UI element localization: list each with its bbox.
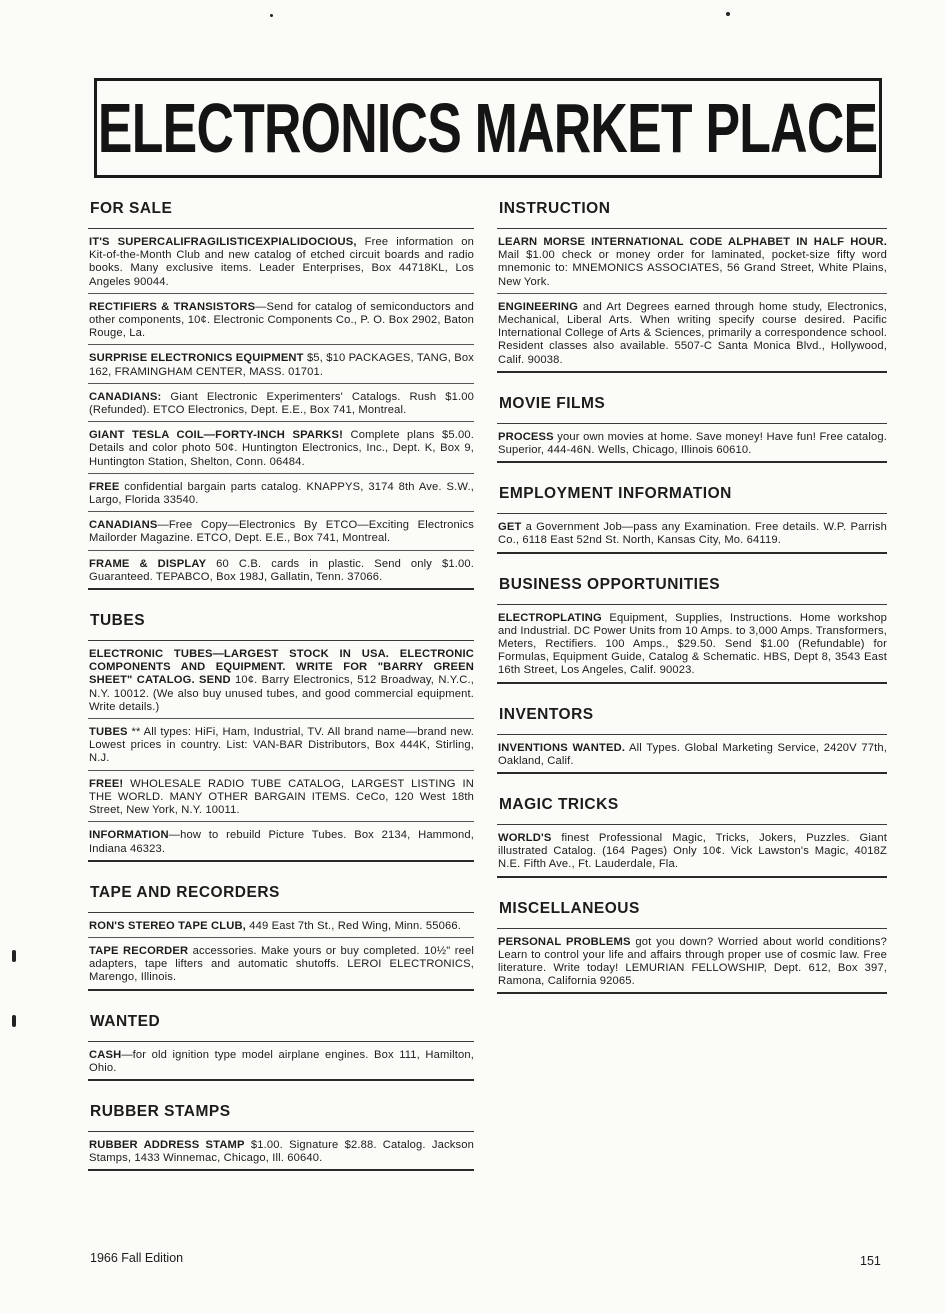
ad-lead: CASH [89,1048,122,1061]
classified-ad [88,551,474,590]
classified-ad [497,735,887,774]
ad-lead: ENGINEERING [498,300,578,313]
section-movie-films [497,391,887,463]
section-magic-tricks [497,792,887,878]
ad-body: a Government Job—pass any Examination. Free details. W.P. Parrish Co., 6118 East 52nd St. North, Kansas City, Mo. 64119. [498,521,887,547]
ad-body: accessories. Make yours or buy completed. 10½" reel adapters, tape lifters and automatic shutoffs. LEROI ELECTRONICS, Marengo, Illinois. [89,944,474,984]
ad-body: —how to rebuild Picture Tubes. Box 2134, Hammond, Indiana 46323. [89,829,474,855]
section-heading: MISCELLANEOUS [497,896,887,929]
section-employment-information [497,481,887,553]
section-gap [88,862,474,880]
ad-body: Complete plans $5.00. Details and color photo 50¢. Huntington Electronics, Inc., Dept. K, Box 9, Huntington Station, Shelton, Conn. 06484. [89,429,474,468]
classified-ad [497,929,887,995]
section-heading: INSTRUCTION [497,196,887,229]
section-heading: TAPE AND RECORDERS [88,880,474,913]
print-speck [12,1015,16,1027]
ad-lead: SURPRISE ELECTRONICS EQUIPMENT [89,352,304,365]
section-heading: MOVIE FILMS [497,391,887,424]
section-heading: MAGIC TRICKS [497,792,887,825]
section-tape-and-recorders [88,880,474,991]
classified-ad [88,384,474,422]
classified-ad [88,345,474,383]
classified-ad [88,422,474,474]
print-speck [270,14,273,17]
section-rubber-stamps [88,1099,474,1171]
classified-ad [88,1132,474,1171]
ad-body: confidential bargain parts catalog. KNAPPYS, 3174 8th Ave. S.W., Largo, Florida 33540. [89,480,474,507]
section-heading: INVENTORS [497,702,887,735]
ad-lead: CANADIANS: [89,390,162,403]
ad-lead: FRAME & DISPLAY [89,557,207,570]
ad-body: Equipment, Supplies, Instructions. Home workshop and Industrial. DC Power Units from 10 Amps. to 3,000 Amps. Transformers, Meters, Rectifiers. 100 Amps., $29.50. Send $1.00 (Refundable) for Formulas, Equipment Guide, Catalog & Schematic. HBS, Dept 8, 3543 East 16th Street, Los Angeles, Calif. 90023. [498,611,887,677]
classified-ad [497,229,887,294]
section-instruction [497,196,887,373]
section-wanted [88,1009,474,1081]
page-number: 151 [860,1254,881,1268]
classified-ad [88,641,474,719]
section-gap [88,991,474,1009]
section-heading: BUSINESS OPPORTUNITIES [497,572,887,605]
ad-lead: GIANT TESLA COIL—FORTY-INCH SPARKS! [89,429,344,442]
ad-lead: LEARN MORSE INTERNATIONAL CODE ALPHABET IN HALF HOUR. [498,236,887,248]
ad-lead: CANADIANS [89,519,158,532]
section-business-opportunities [497,572,887,684]
ad-body: ** All types: HiFi, Ham, Industrial, TV. All brand name—brand new. Lowest prices in country. List: VAN-BAR Distributors, Box 444K, Stirling, N.J. [89,726,474,765]
print-speck [12,950,16,962]
ad-lead: RUBBER ADDRESS STAMP [89,1138,245,1151]
ad-body: —for old ignition type model airplane engines. Box 111, Hamilton, Ohio. [89,1048,474,1074]
ad-body: All Types. Global Marketing Service, 2420V 77th, Oakland, Calif. [498,741,887,767]
section-heading: RUBBER STAMPS [88,1099,474,1132]
classified-ad [88,771,474,823]
ad-lead: TAPE RECORDER [89,944,189,957]
ad-lead: IT'S SUPERCALIFRAGILISTICEXPIALIDOCIOUS, [89,236,357,248]
classified-ad [88,1042,474,1081]
classified-ad [88,512,474,550]
section-heading: TUBES [88,608,474,641]
ad-body: Giant Electronic Experimenters' Catalogs. Rush $1.00 (Refunded). ETCO Electronics, Dept. E.E., Box 741, Montreal. [89,390,474,417]
ad-body: —Send for catalog of semiconductors and other components, 10¢. Electronic Components Co., P. O. Box 2902, Baton Rouge, La. [89,300,474,340]
right-column [497,196,887,994]
ad-body: $1.00. Signature $2.88. Catalog. Jackson Stamps, 1433 Winnemac, Chicago, Ill. 60640. [89,1138,474,1165]
ad-lead: RECTIFIERS & TRANSISTORS [89,300,256,313]
classified-ad [88,474,474,512]
classified-ad [497,605,887,684]
ad-lead: INFORMATION [89,829,169,842]
ad-lead: ELECTROPLATING [498,611,602,624]
classified-ad [88,294,474,346]
section-gap [497,373,887,391]
classified-ad [497,825,887,878]
section-gap [88,590,474,608]
section-heading: EMPLOYMENT INFORMATION [497,481,887,514]
page-title: ELECTRONICS MARKET PLACE [98,89,878,167]
section-gap [497,684,887,702]
classified-ad [497,294,887,373]
section-gap [497,878,887,896]
print-speck [726,12,730,16]
classified-ad [88,822,474,861]
ad-lead: FREE [89,480,120,493]
ad-body: $5, $10 PACKAGES, TANG, Box 162, FRAMINGHAM CENTER, MASS. 01701. [89,352,474,378]
ad-lead: GET [498,521,522,534]
section-miscellaneous [497,896,887,995]
ad-body: 10¢. Barry Electronics, 512 Broadway, N.Y.C., N.Y. 10012. (We also buy unused tubes, and good commercial equipment. Write details.) [89,674,474,713]
ad-lead: RON'S STEREO TAPE CLUB, [89,919,246,932]
section-gap [497,774,887,792]
section-inventors [497,702,887,774]
ad-body: 449 East 7th St., Red Wing, Minn. 55066. [245,919,462,932]
ad-body: Free information on Kit-of-the-Month Club and new catalog of etched circuit boards and radio books. Many exclusive items. Leader Enterprises, Box 44718KL, Los Angeles 90044. [89,236,474,288]
ad-lead: WORLD'S [498,832,552,845]
ad-body: your own movies at home. Save money! Have fun! Free catalog. Superior, 444-46N. Wells, Chicago, Illinois 60610. [498,430,887,457]
ad-body: —Free Copy—Electronics By ETCO—Exciting Electronics Mailorder Magazine. ETCO, Dept. E.E., Box 741, Montreal. [89,519,474,545]
ad-body: WHOLESALE RADIO TUBE CATALOG, LARGEST LISTING IN THE WORLD. MANY OTHER BARGAIN ITEMS. CeCo, 120 West 18th Street, New York, N.Y. 10011. [89,777,474,817]
ad-lead: ELECTRONIC TUBES—LARGEST STOCK IN USA. ELECTRONIC COMPONENTS AND EQUIPMENT. WRITE FOR "BARRY GREEN SHEET" CATALOG. SEND [89,648,474,687]
ad-lead: PERSONAL PROBLEMS [498,935,631,948]
classified-ad [497,514,887,553]
ad-lead: INVENTIONS WANTED. [498,741,626,754]
ad-body: got you down? Worried about world conditions? Learn to control your life and affairs through proper use of cosmic law. Free literature. Write today! LEMURIAN FELLOWSHIP, Dept. 612, Box 397, Ramona, California 92065. [498,935,887,988]
section-gap [497,463,887,481]
section-for-sale [88,196,474,590]
classified-ad [88,719,474,771]
ad-body: 60 C.B. cards in plastic. Send only $1.00. Guaranteed. TEPABCO, Box 198J, Gallatin, Tenn. 37066. [89,557,475,583]
ad-lead: TUBES [89,726,128,739]
masthead [94,78,882,178]
ad-body: Mail $1.00 check or money order for laminated, pocket-size fifty word mnemonic to: MNEMONICS ASSOCIATES, 56 Grand Street, White Plains, New York. [498,249,887,288]
classified-ad [88,229,474,294]
section-heading: WANTED [88,1009,474,1042]
section-tubes [88,608,474,862]
classified-ad [497,424,887,463]
ad-body: and Art Degrees earned through home study, Electronics, Mechanical, Liberal Arts. When writing specify course desired. Pacific International College of Arts & Sciences, primarily a correspondence school. Resident classes also available. 5507-C Santa Monica Blvd., Hollywood, Calif. 90038. [498,300,887,366]
section-gap [88,1081,474,1099]
ad-lead: PROCESS [498,430,554,443]
ad-body: finest Professional Magic, Tricks, Jokers, Puzzles. Giant illustrated Catalog. (164 Pages) Only 10¢. Vick Lawston's Magic, 4018Z N.E. Fifth Ave., Ft. Lauderdale, Fla. [498,832,887,871]
section-gap [497,554,887,572]
classified-ad [88,938,474,991]
classified-ad [88,913,474,938]
left-column [88,196,474,1171]
ad-lead: FREE! [89,777,124,790]
edition-footer: 1966 Fall Edition [90,1251,184,1265]
section-heading: FOR SALE [88,196,474,229]
